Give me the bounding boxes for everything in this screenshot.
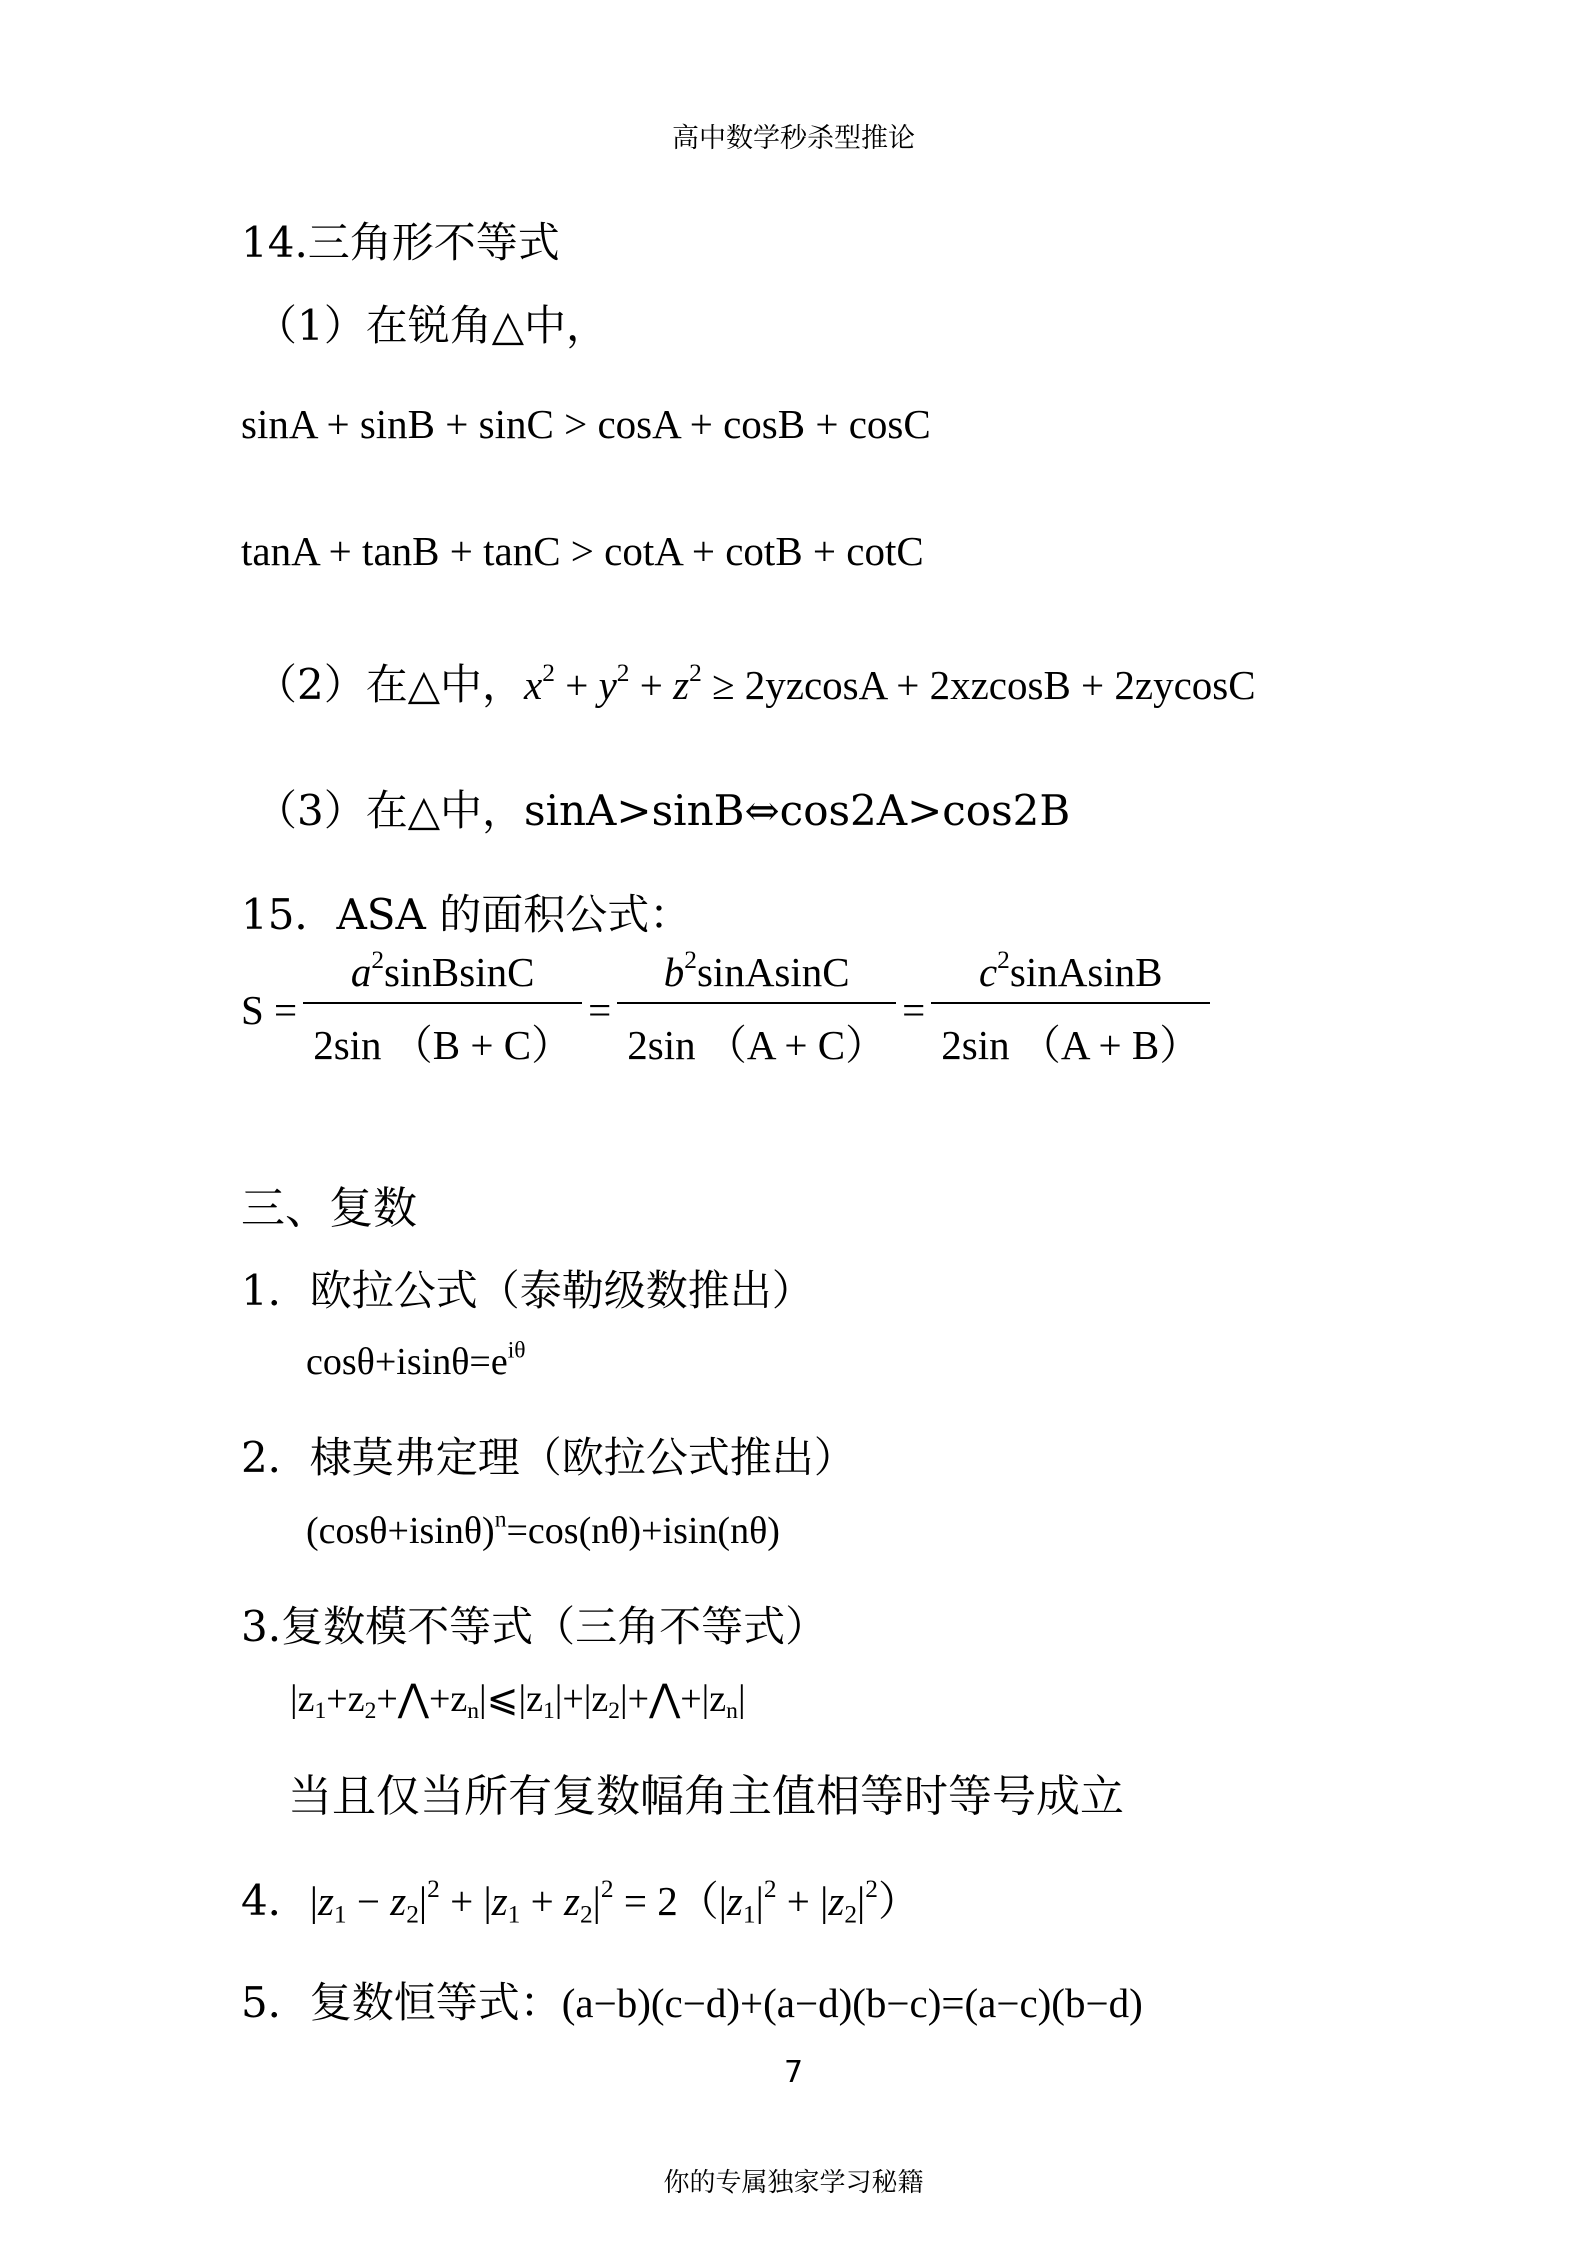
asa-area-formula xyxy=(241,948,1216,1071)
item-3-label: 3.复数模不等式（三角不等式） xyxy=(241,1602,828,1651)
fraction-b: $\frac{b^2sinAsinC}{2\sin (A + C)}$ xyxy=(617,948,896,1071)
page-footer: 你的专属独家学习秘籍 xyxy=(663,2168,924,2198)
ineq-sin-cos: sinA + sinB + sinC > cosA + cosB + cosC xyxy=(241,401,931,447)
part3-line: （3）在△中，sinA>sinB⇔cos2A>cos2B xyxy=(255,786,1071,835)
page-number: 7 xyxy=(783,2055,804,2090)
part1-label: （1）在锐角△中， xyxy=(255,301,609,350)
parallelogram-identity: $|z_1 - z_2|^2 + |z_1 + z_2|^2 = 2(|z_1|^2 + |z_2|^2)$ xyxy=(309,1875,919,1929)
item-5-line: 5．复数恒等式：(a−b)(c−d)+(a−d)(b−c)=(a−c)(b−d) xyxy=(241,1978,1143,2027)
fraction-a: $\frac{a^2sinBsinC}{2\sin (B + C)}$ xyxy=(303,948,582,1071)
equality-condition: 当且仅当所有复数幅角主值相等时等号成立 xyxy=(288,1771,1124,1822)
chapter-3-heading: 三、复数 xyxy=(241,1183,417,1234)
complex-identity: (a−b)(c−d)+(a−d)(b−c)=(a−c)(b−d) xyxy=(561,1980,1143,2026)
section-14-heading: 14.三角形不等式 xyxy=(241,218,560,267)
ineq-tan-cot: tanA + tanB + tanC > cotA + cotB + cotC xyxy=(241,528,924,574)
part2-lhs: $x^2 + y^2 + z^2$ xyxy=(524,659,702,708)
item-4-line: 4．$|z_1 - z_2|^2 + |z_1 + z_2|^2 = 2(|z_1|^2 + |z_2|^2)$ xyxy=(241,1875,919,1929)
equals-sign: = xyxy=(902,986,926,1033)
equals-sign: = xyxy=(588,986,612,1033)
part2-label: （2）在△中， xyxy=(255,660,525,709)
modulus-inequality: $|z_1+z_2+⋀+z_n|⩽|z_1|+|z_2|+⋀+|z_n|$ xyxy=(290,1678,746,1725)
item-1-label: 1．欧拉公式（泰勒级数推出） xyxy=(241,1266,814,1315)
part2-line xyxy=(255,652,1256,712)
de-moivre-formula: $(\cos\theta+isin\theta)^n=\cos(n\theta)+isin(n\theta)$ xyxy=(306,1506,780,1552)
item-2-label: 2．棣莫弗定理（欧拉公式推出） xyxy=(241,1433,856,1482)
fraction-c: $\frac{c^2sinAsinB}{2\sin (A + B)}$ xyxy=(931,948,1210,1071)
part2-rhs: ≥ 2yzcosA + 2xzcosB + 2zycosC xyxy=(701,662,1256,708)
area-lhs: S = xyxy=(241,986,298,1033)
euler-formula: $\cos\theta+isin\theta=e^{i\theta}$ xyxy=(306,1337,526,1383)
page-header: 高中数学秒杀型推论 xyxy=(672,123,915,154)
section-15-heading: 15．ASA 的面积公式： xyxy=(241,890,692,939)
